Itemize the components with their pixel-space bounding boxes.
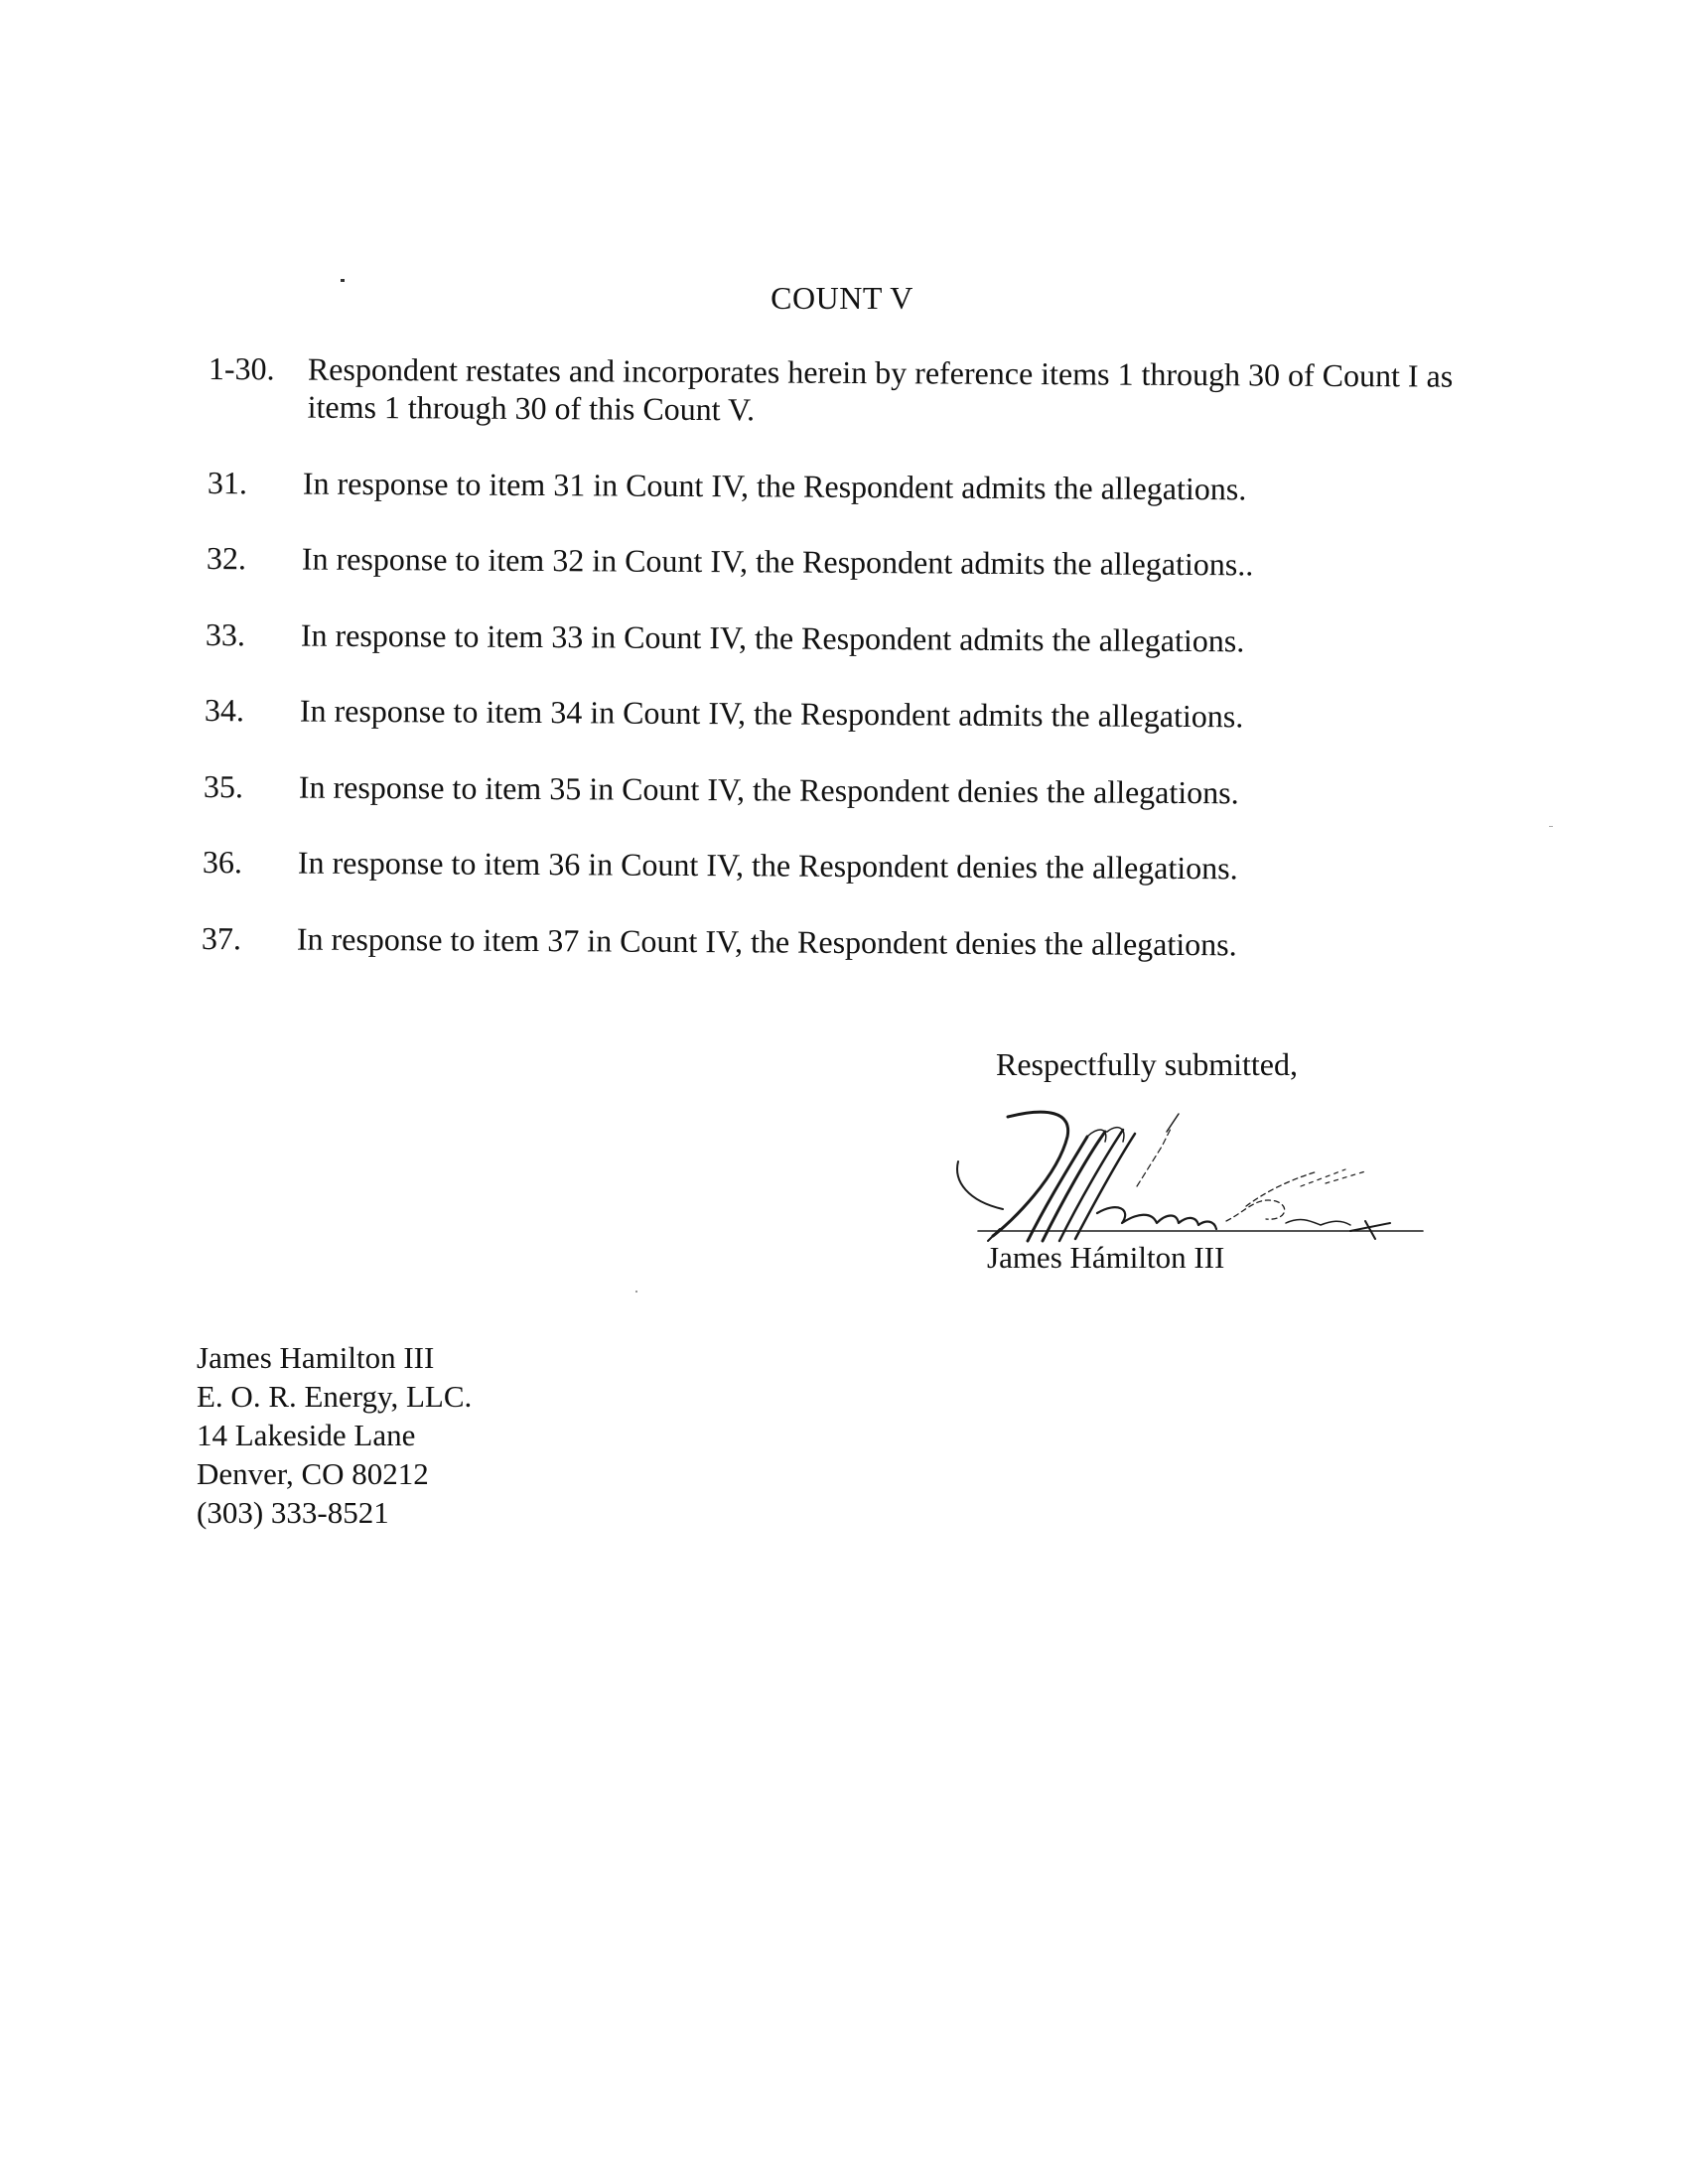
address-company: E. O. R. Energy, LLC. [197, 1379, 473, 1414]
item-number: 36. [202, 844, 242, 881]
item-number: 1-30. [208, 349, 275, 387]
signature-icon [948, 1102, 1425, 1251]
list-item [207, 539, 1398, 586]
address-street: 14 Lakeside Lane [197, 1418, 416, 1452]
item-number: 33. [205, 616, 245, 653]
item-text: In response to item 32 in Count IV, the Respondent admits the allegations.. [301, 540, 1254, 583]
scan-speck [1549, 826, 1553, 827]
list-item [204, 767, 1395, 814]
list-item [202, 919, 1393, 966]
list-item [209, 349, 1499, 437]
page-heading: COUNT V [771, 280, 913, 316]
item-number: 37. [201, 920, 241, 957]
item-text: In response to item 31 in Count IV, the Respondent admits the allegations. [302, 465, 1247, 507]
item-text: In response to item 36 in Count IV, the Respondent denies the allegations. [297, 844, 1238, 887]
signer-name: James Hámilton III [987, 1240, 1225, 1275]
list-item [206, 615, 1397, 662]
item-number: 32. [206, 540, 246, 577]
scan-speck [635, 1291, 637, 1293]
item-text-continued: items 1 through 30 of this Count V. [307, 388, 756, 428]
closing-text: Respectfully submitted, [996, 1046, 1298, 1082]
address-block [197, 1338, 472, 1532]
item-text: In response to item 33 in Count IV, the Respondent admits the allegations. [300, 616, 1245, 659]
list-item [208, 464, 1399, 510]
address-phone: (303) 333-8521 [197, 1495, 389, 1530]
item-number: 34. [204, 692, 244, 729]
address-name: James Hamilton III [197, 1340, 435, 1375]
item-number: 35. [203, 768, 243, 805]
item-text: In response to item 37 in Count IV, the Respondent denies the allegations. [296, 920, 1237, 963]
item-text: In response to item 34 in Count IV, the Respondent admits the allegations. [299, 692, 1244, 735]
list-item [205, 691, 1396, 738]
list-item [203, 843, 1394, 889]
item-text: In response to item 35 in Count IV, the Respondent denies the allegations. [298, 768, 1239, 811]
item-text: Respondent restates and incorporates herein by reference items 1 through 30 of Count I as [307, 350, 1454, 394]
address-city: Denver, CO 80212 [197, 1456, 429, 1491]
item-number: 31. [207, 464, 247, 501]
